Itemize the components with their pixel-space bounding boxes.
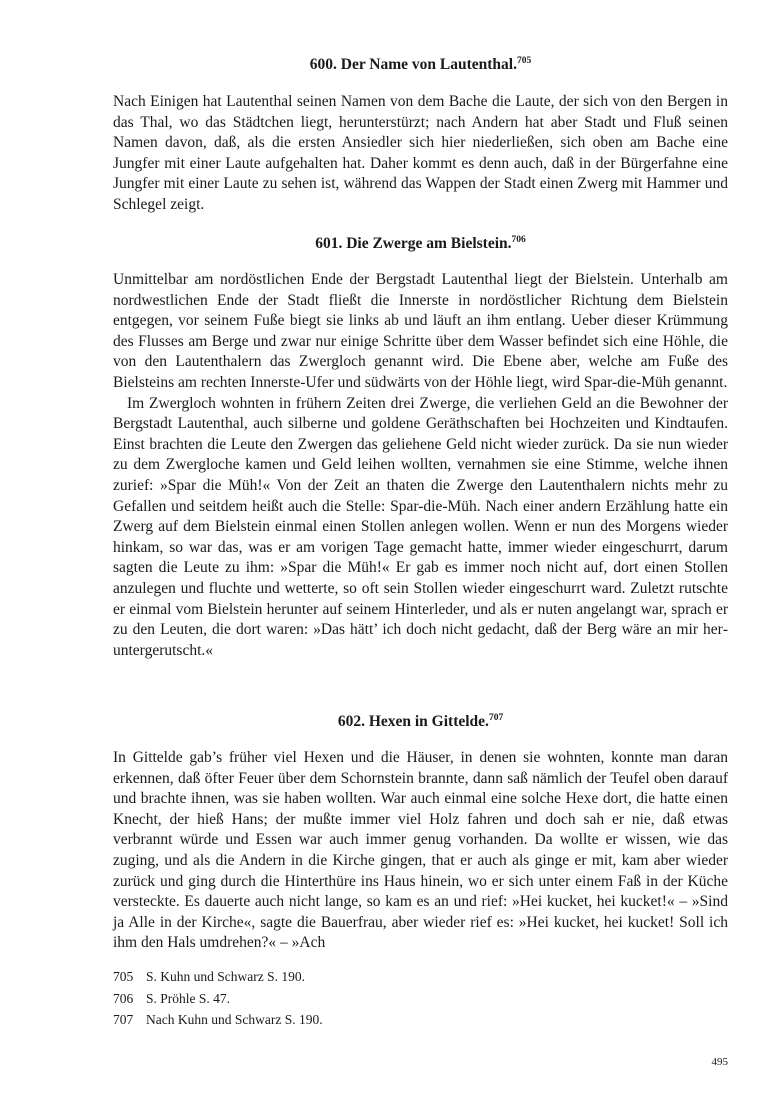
paragraph: Nach Einigen hat Lautenthal seinen Namen von dem Bache die Laute, der sich von den Bergen in das Thal, wo das Städtchen liegt, herunterstürzt; nach Andern hat aber Stadt und Fluß seinen Namen davon, daß, als die ersten Ansiedler sich hier niederließen, sich oben am Bache eine Jungfer mit einer Laute aufgehalten hat. Daher kommt es denn auch, daß in der Bürgerfahne eine Jungfer mit einer Laute zu sehen ist, während das Wappen der Stadt einen Zwerg mit Hammer und Schlegel zeigt. (113, 93, 728, 213)
footnotes (113, 966, 728, 1031)
section-body-600 (113, 92, 728, 216)
footnote-text: S. Pröhle S. 47. (146, 990, 231, 1006)
paragraph: Im Zwergloch wohnten in frühern Zeiten drei Zwerge, die verliehen Geld an die Bewohner der Bergstadt Lautenthal, auch silberne und goldene Geräthschaften bei Hochzeiten und Kindtaufen. Einst brachten die Leute den Zwergen das geliehene Geld nicht wieder zurück. Da sie nun wieder zu dem Zwergloche kamen und Geld leihen wollten, vernahmen sie eine Stimme, welche ihnen zurief: »Spar die Müh!« Von der Zeit an thaten die Zwerge den Lautenthalern nichts mehr zu Gefallen und seitdem heißt auch die Stelle: Spar-die-Müh. Nach einer andern Erzählung hatte ein Zwerg auf dem Bielstein einmal einen Stollen anlegen wollen. Wenn er nun des Morgens wieder hinkam, so war das, was er am vorigen Tage gemacht hatte, immer wieder eingeschurrt, darum sagten die Leute zu ihm: »Spar die Müh!« Er gab es immer noch nicht auf, dort einen Stollen anzulegen und fluchte und wetterte, so oft sein Stollen wieder eingeschurrt ward. Zuletzt rutschte er einmal vom Bielstein herunter auf seinem Hinterleder, und als er nuten angelangt war, sprach er zu den Leuten, die dort waren: »Das hätt’ ich doch nicht gedacht, daß der Berg wäre an mir heruntergerutscht.« (113, 394, 728, 659)
footnote-number: 707 (113, 1012, 134, 1027)
footnote-text: S. Kuhn und Schwarz S. 190. (146, 969, 305, 984)
footnote (113, 966, 728, 988)
footnote-reference: 706 (511, 235, 526, 245)
section-title-602 (113, 712, 728, 732)
section-title-text: 602. Hexen in Gittelde. (337, 713, 489, 730)
footnote-reference: 707 (488, 713, 504, 723)
section-title-text: 600. Der Name von Lautenthal. (309, 56, 517, 73)
section-body-602 (113, 748, 728, 954)
paragraph: Unmittelbar am nordöstlichen Ende der Bergstadt Lautenthal liegt der Bielstein. Unterhalb am nordwestlichen Ende der Stadt fließt die Innerste in nordöstlicher Richtung dem Bielstein entgegen, vor seinem Fuße biegt sie links ab und läuft an ihm entlang. Ueber dieser Krümmung des Flusses am Berge und zwar nur einige Schritte über dem Wasser befindet sich eine Höhle, die von den Lautenthalern das Zwergloch genannt wird. Die Ebene aber, welche am Fuße des Bielsteins am rechten Innerste-Ufer und südwärts von der Höhle liegt, wird Spar-die-Müh genannt. (113, 271, 728, 391)
paragraph: In Gittelde gab’s früher viel Hexen und die Häuser, in denen sie wohnten, konnte man daran erkennen, daß öfter Feuer über dem Schornstein brannte, dann saß nämlich der Teufel oben darauf und brachte ihnen, was sie haben wollten. War auch einmal eine solche Hexe dort, die hatte einen Knecht, der hieß Hans; der mußte immer viel Holz fahren und doch sah er nie, daß etwas verbrannt würde und Essen war auch immer genug vorhanden. Da wollte er wissen, wie das zuging, und als die Andern in die Kirche gingen, that er auch als ginge er mit, kam aber wieder zurück und ging durch die Hinterthüre ins Haus hinein, wo er sich unter einem Faß in der Küche versteckte. Es dauerte auch nicht lange, so kam es an und rief: »Hei kucket, hei kucket!« – »Sind ja Alle in der Kirche«, sagte die Bauerfrau, aber wieder rief es: »Hei kucket, hei kucket! Soll ich ihm den Hals umdrehen?« – »Ach (113, 749, 728, 952)
section-body-601 (113, 270, 728, 661)
footnote (113, 988, 728, 1010)
footnote-number: 705 (113, 969, 134, 984)
footnote-reference: 705 (517, 56, 532, 66)
section-title-601 (113, 234, 728, 254)
section-title-600 (113, 55, 728, 75)
page-number: 495 (711, 1056, 728, 1068)
footnote (113, 1009, 728, 1031)
footnote-text: Nach Kuhn und Schwarz S. 190. (146, 1012, 323, 1027)
section-title-text: 601. Die Zwerge am Bielstein. (315, 235, 512, 252)
footnote-number: 706 (113, 990, 134, 1006)
